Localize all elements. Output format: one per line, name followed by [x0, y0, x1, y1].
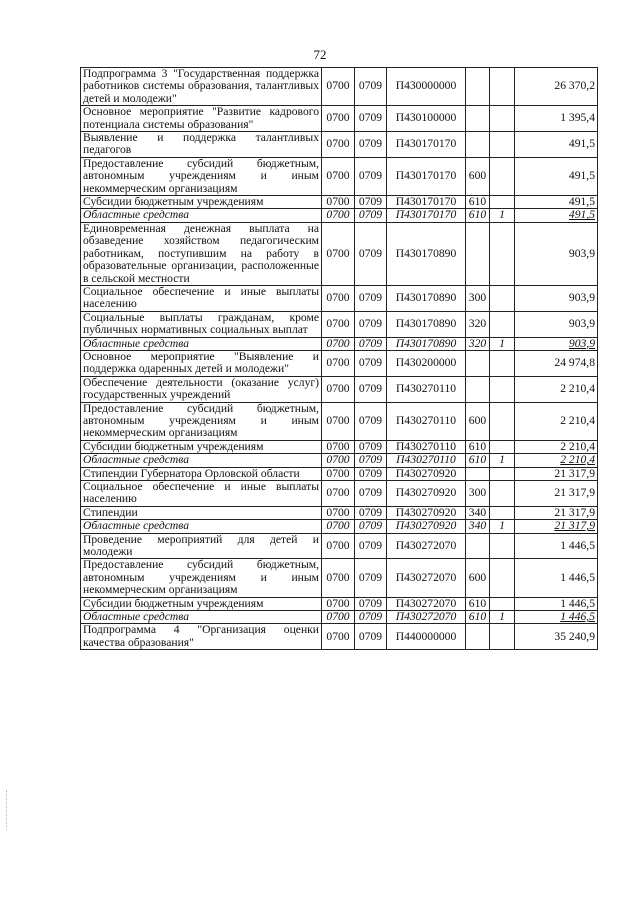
- subsection-code: 0709: [355, 454, 387, 467]
- target-article-code: П430100000: [387, 106, 466, 132]
- expense-type-code: 610: [466, 611, 490, 624]
- subsection-code: 0709: [355, 520, 387, 533]
- section-code: 0700: [322, 350, 355, 376]
- subsection-code: 0709: [355, 376, 387, 402]
- expense-type-code: [466, 624, 490, 650]
- subsection-code: 0709: [355, 481, 387, 507]
- target-article-code: П430270110: [387, 440, 466, 453]
- expense-type-code: 320: [466, 337, 490, 350]
- funding-source-code: [490, 157, 515, 195]
- row-name: Предоставление субсидий бюджетным, автономным учреждениям и иным некоммерческим организациям: [81, 157, 322, 195]
- target-article-code: П430270920: [387, 481, 466, 507]
- table-row: [81, 624, 598, 650]
- target-article-code: П430270110: [387, 402, 466, 440]
- expense-type-code: [466, 533, 490, 559]
- table-row: [81, 481, 598, 507]
- amount: 1 446,5: [515, 559, 598, 597]
- page-number: 72: [313, 47, 327, 62]
- funding-source-code: 1: [490, 337, 515, 350]
- row-name: Предоставление субсидий бюджетным, автономным учреждениям и иным некоммерческим организациям: [81, 402, 322, 440]
- section-code: 0700: [322, 611, 355, 624]
- table-row: [81, 106, 598, 132]
- table-row: [81, 467, 598, 480]
- amount: 21 317,9: [515, 506, 598, 519]
- section-code: 0700: [322, 209, 355, 222]
- row-name: Областные средства: [81, 611, 322, 624]
- section-code: 0700: [322, 467, 355, 480]
- funding-source-code: [490, 402, 515, 440]
- expense-type-code: 600: [466, 402, 490, 440]
- expense-type-code: 320: [466, 311, 490, 337]
- amount: 903,9: [515, 311, 598, 337]
- amount: 491,5: [515, 209, 598, 222]
- expense-type-code: 600: [466, 559, 490, 597]
- amount: 903,9: [515, 337, 598, 350]
- subsection-code: 0709: [355, 533, 387, 559]
- table-row: [81, 311, 598, 337]
- table-row: [81, 222, 598, 285]
- amount: 24 974,8: [515, 350, 598, 376]
- section-code: 0700: [322, 533, 355, 559]
- subsection-code: 0709: [355, 311, 387, 337]
- funding-source-code: [490, 440, 515, 453]
- target-article-code: П430170170: [387, 209, 466, 222]
- expense-type-code: [466, 106, 490, 132]
- funding-source-code: [490, 533, 515, 559]
- target-article-code: П430270920: [387, 467, 466, 480]
- amount: 21 317,9: [515, 467, 598, 480]
- target-article-code: П430272070: [387, 559, 466, 597]
- expense-type-code: [466, 132, 490, 158]
- funding-source-code: [490, 624, 515, 650]
- target-article-code: П430170890: [387, 337, 466, 350]
- target-article-code: П430272070: [387, 597, 466, 610]
- funding-source-code: 1: [490, 611, 515, 624]
- row-name: Стипендии: [81, 506, 322, 519]
- row-name: Областные средства: [81, 454, 322, 467]
- table-row: [81, 559, 598, 597]
- section-code: 0700: [322, 311, 355, 337]
- subsection-code: 0709: [355, 132, 387, 158]
- subsection-code: 0709: [355, 624, 387, 650]
- amount: 1 446,5: [515, 533, 598, 559]
- expense-type-code: [466, 376, 490, 402]
- target-article-code: П430170890: [387, 311, 466, 337]
- row-name: Социальное обеспечение и иные выплаты населению: [81, 481, 322, 507]
- expense-type-code: 340: [466, 520, 490, 533]
- funding-source-code: [490, 196, 515, 209]
- amount: 1 395,4: [515, 106, 598, 132]
- subsection-code: 0709: [355, 350, 387, 376]
- target-article-code: П430272070: [387, 533, 466, 559]
- table-row: [81, 350, 598, 376]
- section-code: 0700: [322, 402, 355, 440]
- section-code: 0700: [322, 597, 355, 610]
- target-article-code: П430270920: [387, 506, 466, 519]
- row-name: Областные средства: [81, 520, 322, 533]
- subsection-code: 0709: [355, 611, 387, 624]
- subsection-code: 0709: [355, 337, 387, 350]
- row-name: Субсидии бюджетным учреждениям: [81, 597, 322, 610]
- table-row: [81, 506, 598, 519]
- subsection-code: 0709: [355, 157, 387, 195]
- subsection-code: 0709: [355, 196, 387, 209]
- subsection-code: 0709: [355, 597, 387, 610]
- target-article-code: П430270920: [387, 520, 466, 533]
- table-row: [81, 376, 598, 402]
- section-code: 0700: [322, 624, 355, 650]
- target-article-code: П430170890: [387, 285, 466, 311]
- row-name: Социальные выплаты гражданам, кроме публичных нормативных социальных выплат: [81, 311, 322, 337]
- row-name: Областные средства: [81, 209, 322, 222]
- expense-type-code: [466, 467, 490, 480]
- budget-table: [80, 67, 598, 650]
- funding-source-code: [490, 559, 515, 597]
- expense-type-code: [466, 222, 490, 285]
- amount: 903,9: [515, 222, 598, 285]
- expense-type-code: [466, 68, 490, 106]
- expense-type-code: 610: [466, 440, 490, 453]
- target-article-code: П430170170: [387, 132, 466, 158]
- amount: 903,9: [515, 285, 598, 311]
- funding-source-code: [490, 350, 515, 376]
- target-article-code: П430270110: [387, 454, 466, 467]
- funding-source-code: [490, 132, 515, 158]
- section-code: 0700: [322, 222, 355, 285]
- target-article-code: П440000000: [387, 624, 466, 650]
- row-name: Подпрограмма 4 "Организация оценки качества образования": [81, 624, 322, 650]
- section-code: 0700: [322, 68, 355, 106]
- row-name: Проведение мероприятий для детей и молодежи: [81, 533, 322, 559]
- target-article-code: П430270110: [387, 376, 466, 402]
- table-row: [81, 196, 598, 209]
- target-article-code: П430170170: [387, 196, 466, 209]
- funding-source-code: [490, 376, 515, 402]
- expense-type-code: [466, 350, 490, 376]
- row-name: Основное мероприятие "Выявление и поддержка одаренных детей и молодежи": [81, 350, 322, 376]
- table-row: [81, 597, 598, 610]
- funding-source-code: [490, 106, 515, 132]
- expense-type-code: 610: [466, 209, 490, 222]
- table-row: [81, 132, 598, 158]
- section-code: 0700: [322, 559, 355, 597]
- funding-source-code: 1: [490, 209, 515, 222]
- row-name: Областные средства: [81, 337, 322, 350]
- amount: 2 210,4: [515, 454, 598, 467]
- section-code: 0700: [322, 440, 355, 453]
- amount: 21 317,9: [515, 520, 598, 533]
- subsection-code: 0709: [355, 467, 387, 480]
- funding-source-code: [490, 481, 515, 507]
- funding-source-code: [490, 311, 515, 337]
- row-name: Выявление и поддержка талантливых педагогов: [81, 132, 322, 158]
- row-name: Подпрограмма 3 "Государственная поддержка работников системы образования, талантливых детей и молодежи": [81, 68, 322, 106]
- amount: 26 370,2: [515, 68, 598, 106]
- expense-type-code: 600: [466, 157, 490, 195]
- funding-source-code: [490, 506, 515, 519]
- section-code: 0700: [322, 157, 355, 195]
- amount: 1 446,5: [515, 611, 598, 624]
- subsection-code: 0709: [355, 559, 387, 597]
- amount: 491,5: [515, 157, 598, 195]
- table-row: [81, 285, 598, 311]
- subsection-code: 0709: [355, 440, 387, 453]
- section-code: 0700: [322, 337, 355, 350]
- section-code: 0700: [322, 454, 355, 467]
- section-code: 0700: [322, 506, 355, 519]
- target-article-code: П430200000: [387, 350, 466, 376]
- amount: 2 210,4: [515, 440, 598, 453]
- funding-source-code: [490, 222, 515, 285]
- row-name: Субсидии бюджетным учреждениям: [81, 440, 322, 453]
- subsection-code: 0709: [355, 285, 387, 311]
- amount: 2 210,4: [515, 402, 598, 440]
- amount: 491,5: [515, 132, 598, 158]
- table-row: [81, 611, 598, 624]
- table-row: [81, 520, 598, 533]
- table-row: [81, 440, 598, 453]
- table-row: [81, 402, 598, 440]
- section-code: 0700: [322, 520, 355, 533]
- table-row: [81, 209, 598, 222]
- expense-type-code: 610: [466, 454, 490, 467]
- table-body: [81, 68, 598, 650]
- funding-source-code: [490, 285, 515, 311]
- table-row: [81, 68, 598, 106]
- row-name: Стипендии Губернатора Орловской области: [81, 467, 322, 480]
- subsection-code: 0709: [355, 402, 387, 440]
- amount: 1 446,5: [515, 597, 598, 610]
- table-row: [81, 157, 598, 195]
- row-name: Основное мероприятие "Развитие кадрового потенциала системы образования": [81, 106, 322, 132]
- subsection-code: 0709: [355, 209, 387, 222]
- subsection-code: 0709: [355, 106, 387, 132]
- section-code: 0700: [322, 481, 355, 507]
- table-row: [81, 454, 598, 467]
- row-name: Субсидии бюджетным учреждениям: [81, 196, 322, 209]
- expense-type-code: 300: [466, 285, 490, 311]
- amount: 2 210,4: [515, 376, 598, 402]
- target-article-code: П430170890: [387, 222, 466, 285]
- amount: 491,5: [515, 196, 598, 209]
- table-row: [81, 533, 598, 559]
- funding-source-code: [490, 467, 515, 480]
- funding-source-code: 1: [490, 454, 515, 467]
- section-code: 0700: [322, 285, 355, 311]
- funding-source-code: 1: [490, 520, 515, 533]
- expense-type-code: 610: [466, 597, 490, 610]
- section-code: 0700: [322, 376, 355, 402]
- amount: 21 317,9: [515, 481, 598, 507]
- amount: 35 240,9: [515, 624, 598, 650]
- row-name: Единовременная денежная выплата на обзаведение хозяйством педагогическим работникам, поступившим на работу в образовательные организации, расположенные в сельской местности: [81, 222, 322, 285]
- target-article-code: П430170170: [387, 157, 466, 195]
- subsection-code: 0709: [355, 222, 387, 285]
- row-name: Предоставление субсидий бюджетным, автономным учреждениям и иным некоммерческим организациям: [81, 559, 322, 597]
- subsection-code: 0709: [355, 68, 387, 106]
- funding-source-code: [490, 597, 515, 610]
- row-name: Обеспечение деятельности (оказание услуг) государственных учреждений: [81, 376, 322, 402]
- section-code: 0700: [322, 196, 355, 209]
- table-row: [81, 337, 598, 350]
- margin-mark: [6, 790, 8, 830]
- expense-type-code: 340: [466, 506, 490, 519]
- target-article-code: П430272070: [387, 611, 466, 624]
- expense-type-code: 610: [466, 196, 490, 209]
- row-name: Социальное обеспечение и иные выплаты населению: [81, 285, 322, 311]
- funding-source-code: [490, 68, 515, 106]
- section-code: 0700: [322, 132, 355, 158]
- expense-type-code: 300: [466, 481, 490, 507]
- target-article-code: П430000000: [387, 68, 466, 106]
- section-code: 0700: [322, 106, 355, 132]
- subsection-code: 0709: [355, 506, 387, 519]
